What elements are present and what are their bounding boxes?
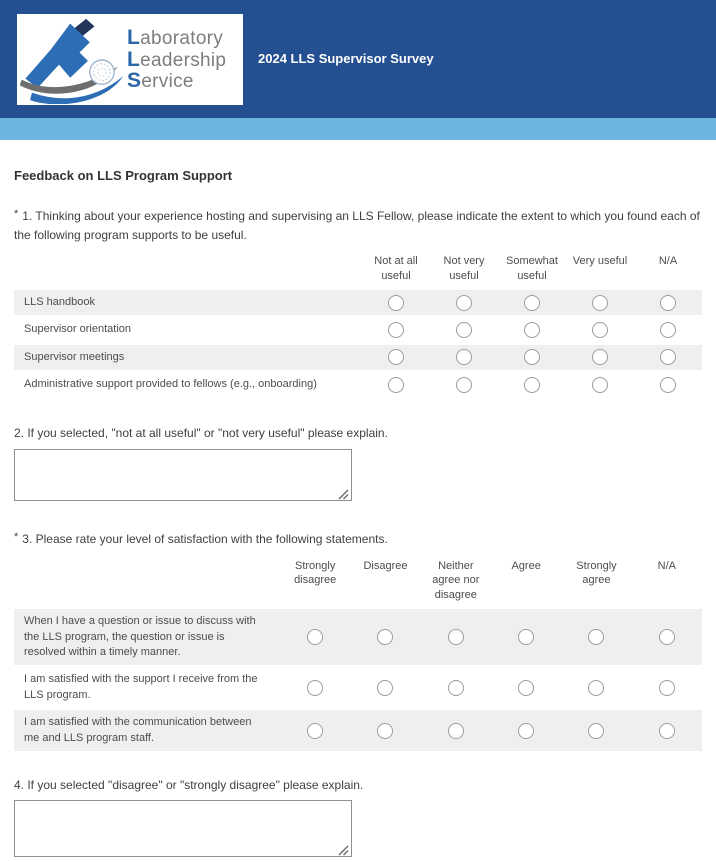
radio-button[interactable] xyxy=(660,349,676,365)
radio-cell xyxy=(362,322,430,338)
radio-cell xyxy=(350,680,420,696)
resize-handle-icon[interactable] xyxy=(338,489,349,500)
radio-cell xyxy=(430,377,498,393)
radio-button[interactable] xyxy=(377,680,393,696)
matrix-row xyxy=(14,710,702,751)
survey-page xyxy=(0,168,716,862)
radio-button[interactable] xyxy=(660,322,676,338)
radio-button[interactable] xyxy=(518,629,534,645)
radio-button[interactable] xyxy=(448,629,464,645)
radio-button[interactable] xyxy=(456,349,472,365)
radio-button[interactable] xyxy=(307,629,323,645)
radio-cell xyxy=(362,295,430,311)
radio-cell xyxy=(561,680,631,696)
radio-cell xyxy=(491,629,561,645)
radio-cell xyxy=(421,680,491,696)
radio-button[interactable] xyxy=(592,295,608,311)
radio-button[interactable] xyxy=(524,322,540,338)
radio-button[interactable] xyxy=(592,322,608,338)
radio-button[interactable] xyxy=(456,377,472,393)
question-2-textarea[interactable] xyxy=(14,449,352,501)
radio-cell xyxy=(498,349,566,365)
radio-button[interactable] xyxy=(448,680,464,696)
radio-cell xyxy=(421,629,491,645)
matrix-row xyxy=(14,372,702,397)
logo-word: eadership xyxy=(140,49,227,71)
logo-word: ervice xyxy=(141,71,194,93)
column-header: Neither agree nor disagree xyxy=(432,559,480,602)
lls-logo-wordmark xyxy=(127,27,226,91)
question-4-textarea[interactable] xyxy=(14,800,352,857)
column-header: N/A xyxy=(657,559,676,572)
radio-button[interactable] xyxy=(307,723,323,739)
radio-button[interactable] xyxy=(448,723,464,739)
radio-button[interactable] xyxy=(659,629,675,645)
column-header: Not at all useful xyxy=(374,255,418,283)
column-header: Not very useful xyxy=(443,255,485,283)
logo-word: aboratory xyxy=(140,28,224,50)
radio-cell xyxy=(498,295,566,311)
radio-cell xyxy=(634,377,702,393)
radio-cell xyxy=(566,322,634,338)
radio-cell xyxy=(350,629,420,645)
matrix-row xyxy=(14,609,702,665)
question-1-label: * 1. Thinking about your experience hosting and supervising an LLS Fellow, please indicate the extent to which you found each of the following program supports to be useful. xyxy=(14,208,700,242)
radio-cell xyxy=(632,680,702,696)
matrix-row xyxy=(14,317,702,342)
radio-cell xyxy=(430,295,498,311)
radio-button[interactable] xyxy=(307,680,323,696)
radio-button[interactable] xyxy=(588,723,604,739)
radio-button[interactable] xyxy=(659,723,675,739)
radio-cell xyxy=(280,680,350,696)
survey-banner xyxy=(0,0,716,118)
radio-cell xyxy=(350,723,420,739)
required-asterisk: * xyxy=(14,531,19,544)
row-label: Supervisor meetings xyxy=(24,350,125,363)
radio-cell xyxy=(632,723,702,739)
row-label: When I have a question or issue to discuss with the LLS program, the question or issue is resolved within a timely manner. xyxy=(24,615,256,658)
radio-cell xyxy=(280,723,350,739)
column-header: Very useful xyxy=(572,255,628,268)
radio-cell xyxy=(566,377,634,393)
matrix-row xyxy=(14,667,702,708)
radio-button[interactable] xyxy=(660,377,676,393)
radio-cell xyxy=(634,349,702,365)
accent-bar xyxy=(0,118,716,140)
question-2-label: 2. If you selected, "not at all useful" or "not very useful" please explain. xyxy=(14,426,388,441)
column-header: N/A xyxy=(658,255,678,268)
radio-button[interactable] xyxy=(456,322,472,338)
radio-button[interactable] xyxy=(592,377,608,393)
matrix-column-headers xyxy=(14,559,702,610)
radio-button[interactable] xyxy=(588,629,604,645)
row-label: I am satisfied with the communication between me and LLS program staff. xyxy=(24,716,252,744)
radio-button[interactable] xyxy=(659,680,675,696)
row-label: I am satisfied with the support I receive from the LLS program. xyxy=(24,673,258,701)
radio-button[interactable] xyxy=(518,680,534,696)
survey-title: 2024 LLS Supervisor Survey xyxy=(258,51,434,66)
column-header: Strongly disagree xyxy=(294,559,337,587)
radio-cell xyxy=(430,349,498,365)
radio-button[interactable] xyxy=(524,349,540,365)
radio-button[interactable] xyxy=(388,377,404,393)
radio-cell xyxy=(430,322,498,338)
question-3-matrix xyxy=(14,559,702,751)
question-3-label: * 3. Please rate your level of satisfaction with the following statements. xyxy=(14,531,388,547)
radio-button[interactable] xyxy=(524,295,540,311)
logo-initial: L xyxy=(127,26,141,50)
radio-button[interactable] xyxy=(456,295,472,311)
column-header: Somewhat useful xyxy=(506,255,558,283)
radio-cell xyxy=(634,322,702,338)
row-label: LLS handbook xyxy=(24,295,95,308)
radio-cell xyxy=(561,723,631,739)
matrix-row xyxy=(14,290,702,315)
logo-initial: L xyxy=(127,47,141,71)
radio-button[interactable] xyxy=(377,629,393,645)
question-1-matrix xyxy=(14,254,702,397)
required-asterisk: * xyxy=(14,208,19,220)
radio-button[interactable] xyxy=(388,349,404,365)
microscope-logo-icon xyxy=(17,16,129,104)
radio-cell xyxy=(566,349,634,365)
question-4-answer-box xyxy=(14,800,352,862)
resize-handle-icon[interactable] xyxy=(338,845,349,856)
row-label: Supervisor orientation xyxy=(24,323,132,336)
radio-cell xyxy=(491,680,561,696)
radio-cell xyxy=(632,629,702,645)
radio-cell xyxy=(421,723,491,739)
lls-logo xyxy=(17,14,243,105)
matrix-column-headers xyxy=(14,254,702,290)
section-title: Feedback on LLS Program Support xyxy=(14,168,233,183)
radio-cell xyxy=(362,377,430,393)
question-2-answer-box xyxy=(14,449,352,506)
radio-cell xyxy=(561,629,631,645)
radio-cell xyxy=(634,295,702,311)
column-header: Disagree xyxy=(363,559,408,572)
matrix-row xyxy=(14,345,702,370)
radio-button[interactable] xyxy=(592,349,608,365)
radio-cell xyxy=(566,295,634,311)
radio-cell xyxy=(491,723,561,739)
logo-initial: S xyxy=(127,69,142,93)
radio-button[interactable] xyxy=(388,322,404,338)
radio-button[interactable] xyxy=(588,680,604,696)
column-header: Strongly agree xyxy=(576,559,617,587)
column-header: Agree xyxy=(511,559,541,572)
radio-cell xyxy=(498,377,566,393)
radio-button[interactable] xyxy=(377,723,393,739)
radio-button[interactable] xyxy=(660,295,676,311)
radio-button[interactable] xyxy=(518,723,534,739)
radio-cell xyxy=(498,322,566,338)
radio-cell xyxy=(280,629,350,645)
radio-cell xyxy=(362,349,430,365)
question-4-label: 4. If you selected "disagree" or "strongly disagree" please explain. xyxy=(14,777,364,792)
radio-button[interactable] xyxy=(388,295,404,311)
radio-button[interactable] xyxy=(524,377,540,393)
row-label: Administrative support provided to fellows (e.g., onboarding) xyxy=(24,378,317,391)
